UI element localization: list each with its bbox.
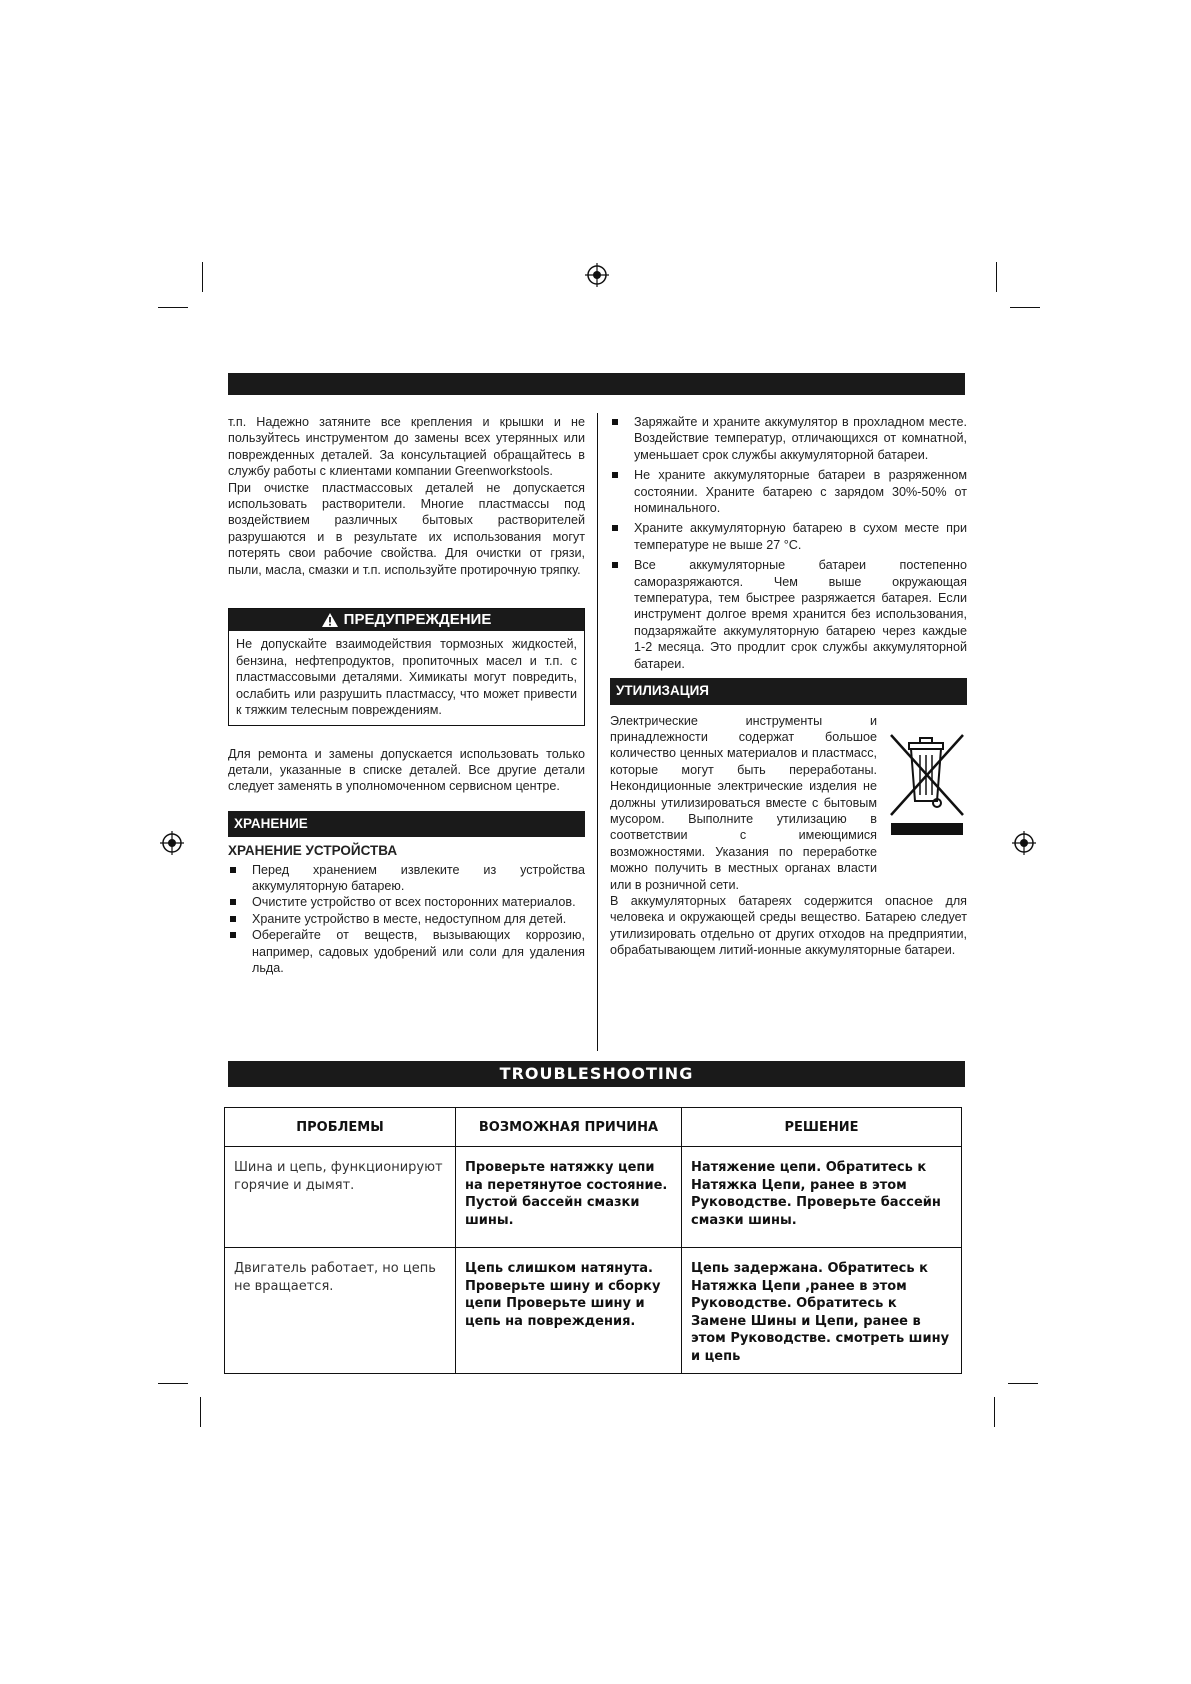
troubleshooting-title: TROUBLESHOOTING bbox=[499, 1064, 694, 1083]
registration-mark-icon bbox=[160, 831, 184, 855]
table-row bbox=[225, 1147, 962, 1248]
left-column bbox=[228, 414, 585, 976]
warning-title: ПРЕДУПРЕЖДЕНИЕ bbox=[343, 611, 492, 629]
header-problems: ПРОБЛЕМЫ bbox=[225, 1108, 456, 1147]
crossed-bin-icon bbox=[887, 731, 967, 841]
list-item: Оберегайте от веществ, вызывающих коррозию, например, садовых удобрений или соли для удаления льда. bbox=[228, 927, 585, 976]
disposal-text: Электрические инструменты и принадлежности содержат большое количество ценных материалов и пластмасс, которые могут быть переработаны. Некондиционные электрические изделия не должны утилизироваться вместе с бытовым мусором. Выполните утилизацию в соответствии с имеющимися возможностями. Указания по переработке можно получить в местных органах власти или в розничной сети. bbox=[610, 713, 877, 892]
list-item: Заряжайте и храните аккумулятор в прохладном месте. Воздействие температур, отличающихся от комнатной, уменьшает срок службы аккумуляторной батареи. bbox=[610, 414, 967, 463]
cell-problem: Шина и цепь, функционируют горячие и дымят. bbox=[225, 1147, 456, 1248]
list-item: Храните устройство в месте, недоступном для детей. bbox=[228, 911, 585, 927]
crop-mark-bottom-left-h bbox=[158, 1383, 188, 1384]
disposal-title: УТИЛИЗАЦИЯ bbox=[616, 683, 709, 699]
storage-list bbox=[228, 862, 585, 977]
column-divider bbox=[597, 413, 598, 1051]
cell-cause: Проверьте натяжку цепи на перетянутое состояние. Пустой бассейн смазки шины. bbox=[456, 1147, 682, 1248]
storage-title: ХРАНЕНИЕ bbox=[234, 815, 308, 831]
header-bar bbox=[228, 373, 965, 395]
table-header-row bbox=[225, 1108, 962, 1147]
crop-mark-bottom-right-v bbox=[994, 1397, 995, 1427]
crop-mark-bottom-right-h bbox=[1008, 1383, 1038, 1384]
weee-symbol bbox=[887, 713, 967, 893]
right-column bbox=[610, 414, 967, 959]
cell-solution: Цепь задержана. Обратитесь к Натяжка Цепи ,ранее в этом Руководстве. Обратитесь к Замене Шины и Цепи, ранее в этом Руководстве. смотреть шину и цепь bbox=[682, 1248, 962, 1374]
cleaning-paragraph: При очистке пластмассовых деталей не допускается использовать растворители. Многие пластмассы под воздействием различных бытовых растворителей разрушаются и в результате их использования могут потерять свои рабочие свойства. Для очистки от грязи, пыли, масла, смазки и т.п. используйте протирочную тряпку. bbox=[228, 480, 585, 577]
cell-cause: Цепь слишком натянута. Проверьте шину и сборку цепи Проверьте шину и цепь на повреждения. bbox=[456, 1248, 682, 1374]
list-item: Не храните аккумуляторные батареи в разряженном состоянии. Храните батарею с зарядом 30%-50% от номинального. bbox=[610, 467, 967, 516]
list-item: Перед хранением извлеките из устройства аккумуляторную батарею. bbox=[228, 862, 585, 895]
crop-mark-top-right-h bbox=[1010, 307, 1040, 308]
warning-triangle-icon bbox=[322, 613, 338, 627]
battery-disposal-text: В аккумуляторных батареях содержится опасное для человека и окружающей среды вещество. Батарею следует утилизировать отдельно от других отходов на предприятии, обрабатывающем литий-ионные аккумуляторные батареи. bbox=[610, 893, 967, 958]
repair-paragraph: Для ремонта и замены допускается использовать только детали, указанные в списке деталей. Все другие детали следует заменять в уполномоченном сервисном центре. bbox=[228, 746, 585, 794]
intro-paragraph: т.п. Надежно затяните все крепления и крышки и не пользуйтесь инструментом до замены всех утерянных или поврежденных деталей. За консультацией обращайтесь в службу работы с клиентами компании Greenworkstools. bbox=[228, 415, 585, 479]
header-cause: ВОЗМОЖНАЯ ПРИЧИНА bbox=[456, 1108, 682, 1147]
warning-text: Не допускайте взаимодействия тормозных жидкостей, бензина, нефтепродуктов, пропиточных масел и т.п. с пластмассовыми деталями. Химикаты могут повредить, ослабить или разрушить пластмассу, что может привести к тяжким телесным повреждениям. bbox=[236, 637, 577, 718]
crop-mark-top-right-v bbox=[996, 262, 997, 292]
list-item: Очистите устройство от всех посторонних материалов. bbox=[228, 894, 585, 910]
list-item: Все аккумуляторные батареи постепенно саморазряжаются. Чем выше окружающая температура, тем быстрее разряжается батарея. Если инструмент долгое время хранится без использования, подзаряжайте аккумуляторную батарею через каждые 1-2 месяца. Это продлит срок службы аккумуляторной батареи. bbox=[610, 557, 967, 672]
disposal-block bbox=[610, 713, 967, 893]
list-item: Храните аккумуляторную батарею в сухом месте при температуре не выше 27 °C. bbox=[610, 520, 967, 553]
warning-box bbox=[228, 608, 585, 725]
table-row bbox=[225, 1248, 962, 1374]
storage-subtitle: ХРАНЕНИЕ УСТРОЙСТВА bbox=[228, 843, 398, 859]
battery-list bbox=[610, 414, 967, 672]
header-solution: РЕШЕНИЕ bbox=[682, 1108, 962, 1147]
cell-problem: Двигатель работает, но цепь не вращается. bbox=[225, 1248, 456, 1374]
troubleshooting-table bbox=[224, 1107, 962, 1374]
disposal-title-bar bbox=[610, 678, 967, 704]
troubleshooting-title-bar bbox=[228, 1061, 965, 1087]
crop-mark-top-left-v bbox=[202, 262, 203, 292]
registration-mark-icon bbox=[585, 263, 609, 287]
registration-mark-icon bbox=[1012, 831, 1036, 855]
storage-title-bar bbox=[228, 811, 585, 837]
crop-mark-bottom-left-v bbox=[200, 1397, 201, 1427]
warning-title-bar bbox=[229, 609, 584, 631]
crop-mark-top-left-h bbox=[158, 307, 188, 308]
cell-solution: Натяжение цепи. Обратитесь к Натяжка Цепи, ранее в этом Руководстве. Проверьте бассейн смазки шины. bbox=[682, 1147, 962, 1248]
